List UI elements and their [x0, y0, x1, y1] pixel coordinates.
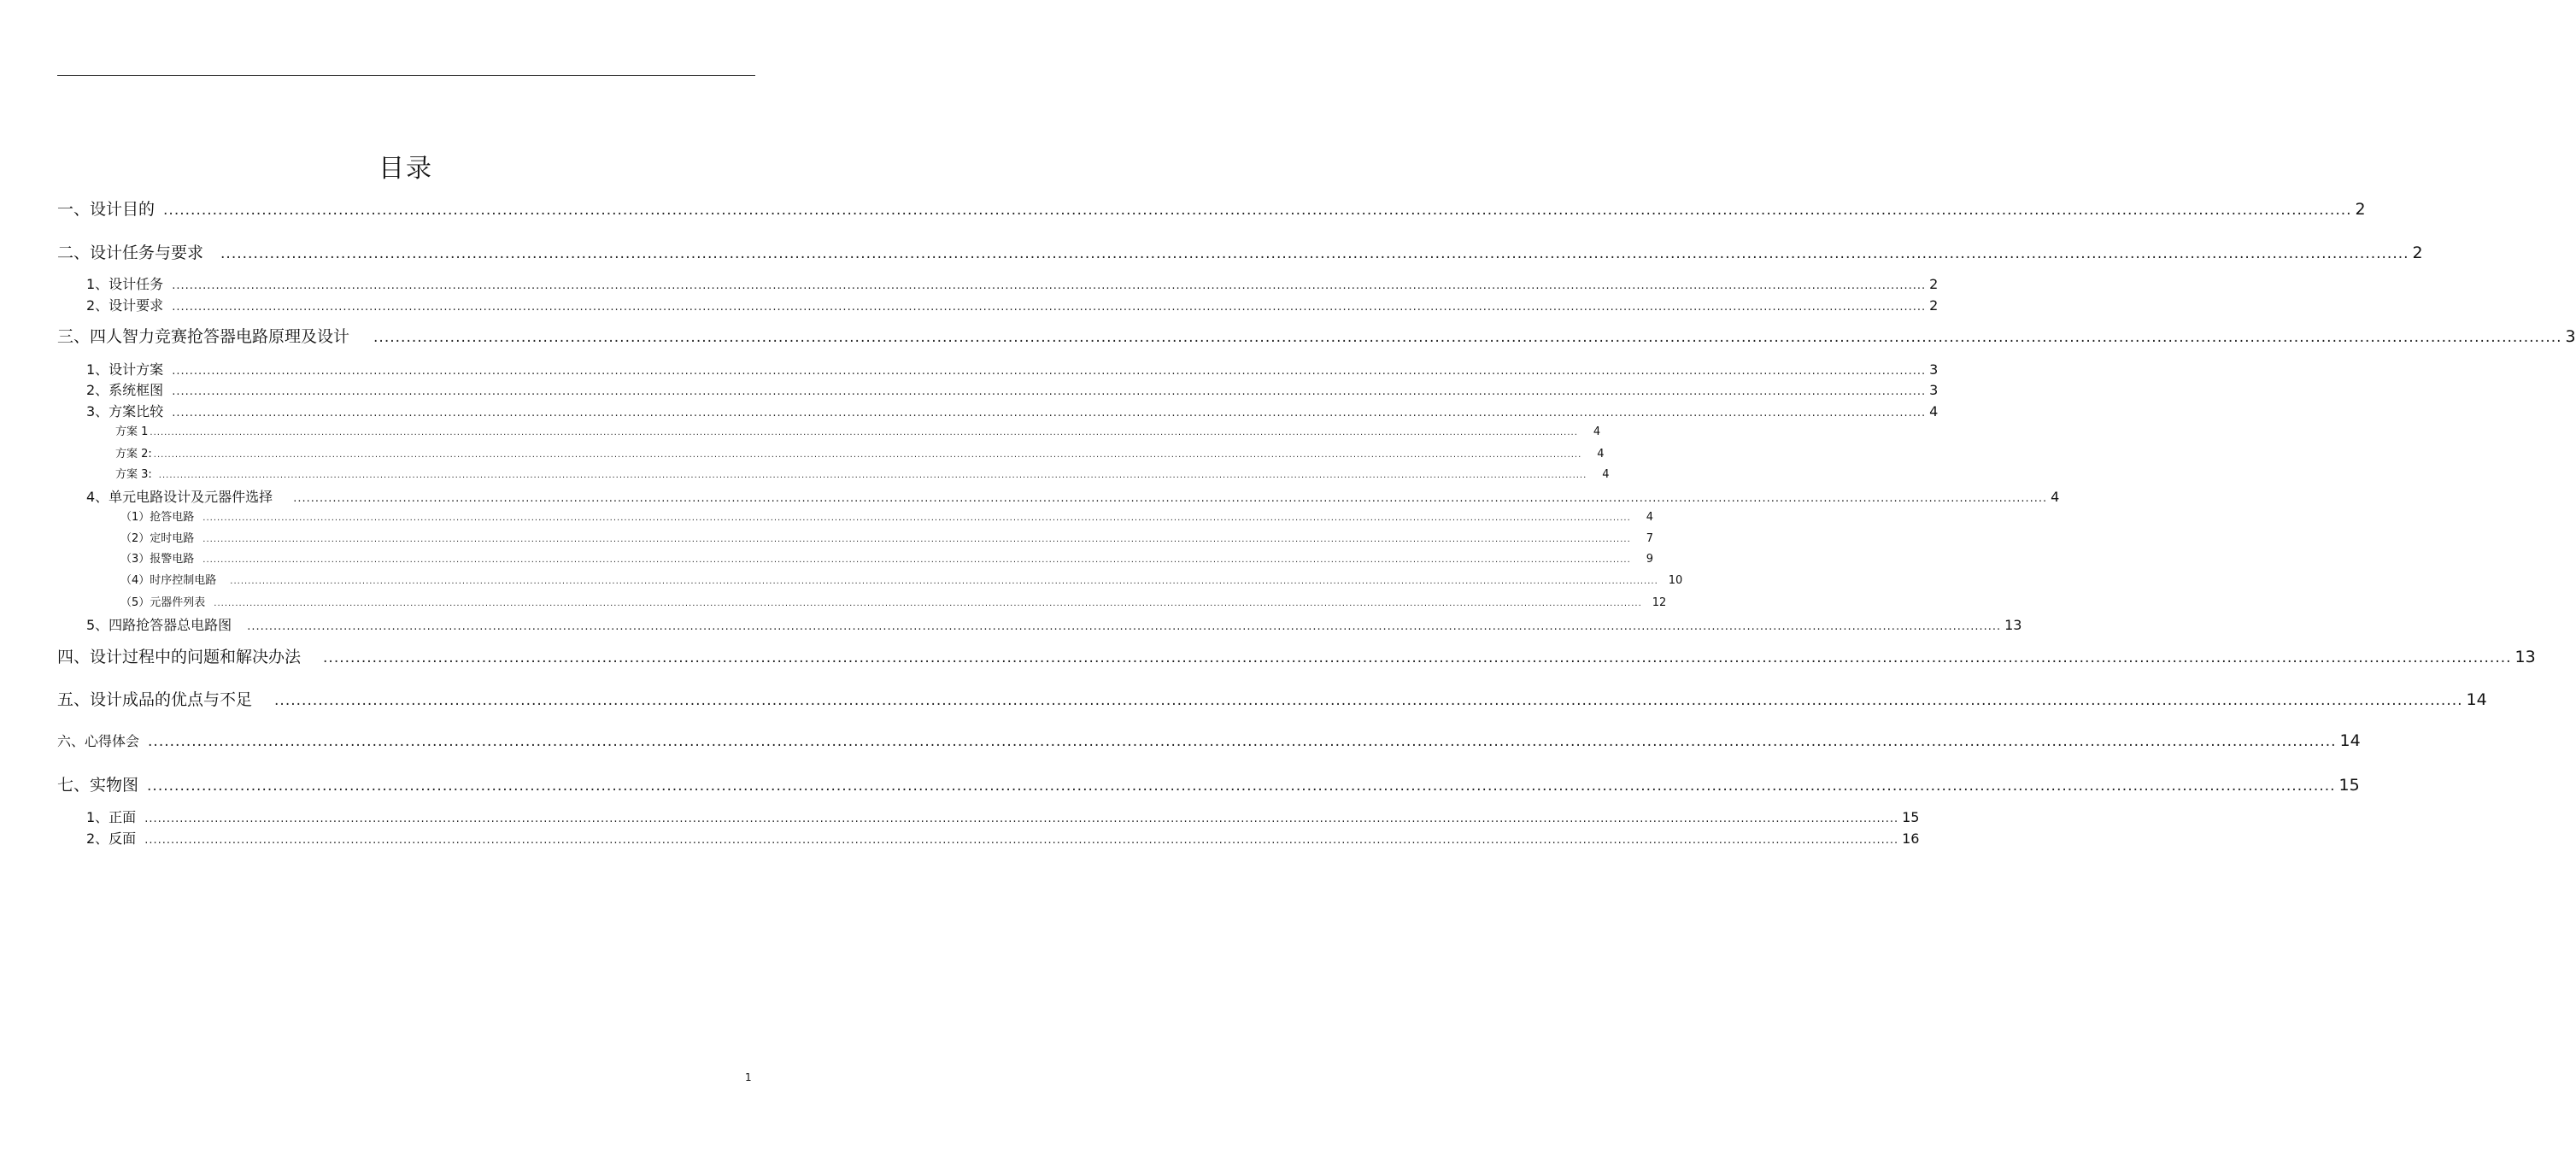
- toc-entry[interactable]: [86, 295, 1939, 314]
- toc-label: （2）定时电路: [120, 532, 195, 545]
- toc-label: 4、单元电路设计及元器件选择: [86, 489, 273, 505]
- toc-label: 四、设计过程中的问题和解决办法: [57, 648, 302, 666]
- toc-entry[interactable]: [120, 508, 1654, 524]
- toc-page: 2: [1929, 297, 1939, 314]
- toc-page: 9: [1646, 553, 1654, 566]
- toc-label: 六、心得体会: [57, 733, 140, 749]
- toc-page: 12: [1652, 596, 1667, 609]
- toc-page: 13: [2004, 617, 2022, 633]
- toc-leader: ................................................................................................................................................................................................................................................................................................................................................................................................................: [202, 535, 1631, 544]
- toc-entry[interactable]: [115, 422, 1601, 438]
- toc-label: 三、四人智力竞赛抢答器电路原理及设计: [57, 327, 350, 346]
- toc-entry[interactable]: [57, 687, 2487, 710]
- toc-page: 3: [1929, 382, 1939, 398]
- toc-page: 16: [1902, 830, 1920, 847]
- toc-entry[interactable]: [120, 549, 1654, 566]
- toc-leader: ................................................................................................................................................................................................................................................................................................................................................................................................................: [147, 777, 2336, 795]
- page-title: 目录: [378, 154, 433, 184]
- toc-entry[interactable]: [86, 614, 2022, 634]
- toc-page: 4: [1646, 511, 1654, 524]
- toc-page: 2: [1929, 276, 1939, 292]
- toc-page: 2: [2355, 200, 2366, 219]
- toc-page: 4: [1597, 448, 1605, 461]
- toc-leader: ................................................................................................................................................................................................................................................................................................................................................................................................................: [293, 492, 2048, 505]
- toc-leader: ................................................................................................................................................................................................................................................................................................................................................................................................................: [158, 471, 1587, 480]
- toc-leader: ................................................................................................................................................................................................................................................................................................................................................................................................................: [247, 620, 2002, 633]
- toc-label: 2、反面: [86, 830, 137, 847]
- toc-entry[interactable]: [57, 197, 2366, 220]
- toc-page: 3: [2565, 327, 2576, 346]
- toc-label: 方案 3:: [115, 468, 152, 481]
- toc-label: （5）元器件列表: [120, 596, 206, 609]
- toc-entry[interactable]: [120, 529, 1654, 545]
- toc-page: 10: [1668, 574, 1683, 587]
- toc-label: 方案 1: [115, 425, 149, 438]
- toc-leader: ................................................................................................................................................................................................................................................................................................................................................................................................................: [323, 649, 2512, 666]
- toc-label: （4）时序控制电路: [120, 574, 217, 587]
- toc-leader: ................................................................................................................................................................................................................................................................................................................................................................................................................: [172, 301, 1927, 314]
- toc-page: 15: [1902, 809, 1920, 825]
- toc-leader: ................................................................................................................................................................................................................................................................................................................................................................................................................: [172, 407, 1927, 420]
- toc-label: 2、设计要求: [86, 297, 164, 314]
- toc-entry[interactable]: [86, 828, 1920, 848]
- toc-page: 14: [2339, 731, 2361, 750]
- toc-leader: ................................................................................................................................................................................................................................................................................................................................................................................................................: [220, 245, 2409, 262]
- toc-label: 1、正面: [86, 809, 137, 825]
- toc-page: 7: [1646, 532, 1654, 545]
- toc-label: 二、设计任务与要求: [57, 243, 204, 262]
- toc-leader: ................................................................................................................................................................................................................................................................................................................................................................................................................: [214, 599, 1642, 608]
- toc-leader: ................................................................................................................................................................................................................................................................................................................................................................................................................: [202, 555, 1631, 565]
- toc-entry[interactable]: [57, 730, 2361, 750]
- toc-page: 4: [1602, 468, 1610, 481]
- toc-leader: ................................................................................................................................................................................................................................................................................................................................................................................................................: [274, 692, 2463, 709]
- toc-entry[interactable]: [120, 571, 1683, 587]
- toc-label: （3）报警电路: [120, 553, 195, 566]
- toc-entry[interactable]: [57, 324, 2576, 347]
- toc-leader: ................................................................................................................................................................................................................................................................................................................................................................................................................: [172, 365, 1927, 378]
- toc-label: 1、设计方案: [86, 361, 164, 378]
- toc-page: 13: [2514, 648, 2536, 666]
- toc-entry[interactable]: [57, 644, 2536, 667]
- toc-page: 3: [1929, 361, 1939, 378]
- toc-label: 一、设计目的: [57, 200, 155, 219]
- toc-leader: ................................................................................................................................................................................................................................................................................................................................................................................................................: [163, 202, 2352, 219]
- toc-entry[interactable]: [86, 807, 1920, 826]
- toc-page: 4: [1593, 425, 1601, 438]
- toc-entry[interactable]: [57, 240, 2423, 263]
- page-number: 1: [745, 1071, 752, 1083]
- toc-label: 七、实物图: [57, 776, 139, 795]
- toc-page: 14: [2466, 690, 2487, 709]
- toc-page: 2: [2412, 243, 2423, 262]
- toc-entry[interactable]: [86, 486, 2060, 506]
- toc-label: 2、系统框图: [86, 382, 164, 398]
- toc-entry[interactable]: [86, 273, 1939, 293]
- toc-entry[interactable]: [86, 401, 1939, 420]
- toc-entry[interactable]: [86, 379, 1939, 399]
- toc-label: 五、设计成品的优点与不足: [57, 690, 253, 709]
- toc-leader: ................................................................................................................................................................................................................................................................................................................................................................................................................: [148, 733, 2337, 750]
- toc-label: （1）抢答电路: [120, 511, 195, 524]
- toc-entry[interactable]: [115, 465, 1610, 481]
- toc-entry[interactable]: [86, 359, 1939, 378]
- toc-leader: ................................................................................................................................................................................................................................................................................................................................................................................................................: [202, 513, 1631, 523]
- toc-leader: ................................................................................................................................................................................................................................................................................................................................................................................................................: [150, 428, 1578, 437]
- toc-entry[interactable]: [115, 444, 1605, 461]
- toc-entry[interactable]: [57, 772, 2360, 795]
- toc-label: 5、四路抢答器总电路图: [86, 617, 232, 633]
- toc-leader: ................................................................................................................................................................................................................................................................................................................................................................................................................: [153, 450, 1582, 460]
- toc-entry[interactable]: [120, 593, 1667, 609]
- toc-leader: ................................................................................................................................................................................................................................................................................................................................................................................................................: [172, 279, 1927, 292]
- toc-page: 4: [2051, 489, 2060, 505]
- toc-page: 15: [2338, 776, 2360, 795]
- header-rule: [57, 75, 755, 76]
- toc-leader: ................................................................................................................................................................................................................................................................................................................................................................................................................: [144, 834, 1899, 847]
- toc-leader: ................................................................................................................................................................................................................................................................................................................................................................................................................: [373, 329, 2562, 346]
- toc-label: 1、设计任务: [86, 276, 164, 292]
- toc-leader: ................................................................................................................................................................................................................................................................................................................................................................................................................: [144, 813, 1899, 825]
- toc-label: 方案 2:: [115, 448, 152, 461]
- toc-label: 3、方案比较: [86, 403, 164, 420]
- toc-page: 4: [1929, 403, 1939, 420]
- toc-leader: ................................................................................................................................................................................................................................................................................................................................................................................................................: [230, 577, 1658, 586]
- toc-leader: ................................................................................................................................................................................................................................................................................................................................................................................................................: [172, 385, 1927, 398]
